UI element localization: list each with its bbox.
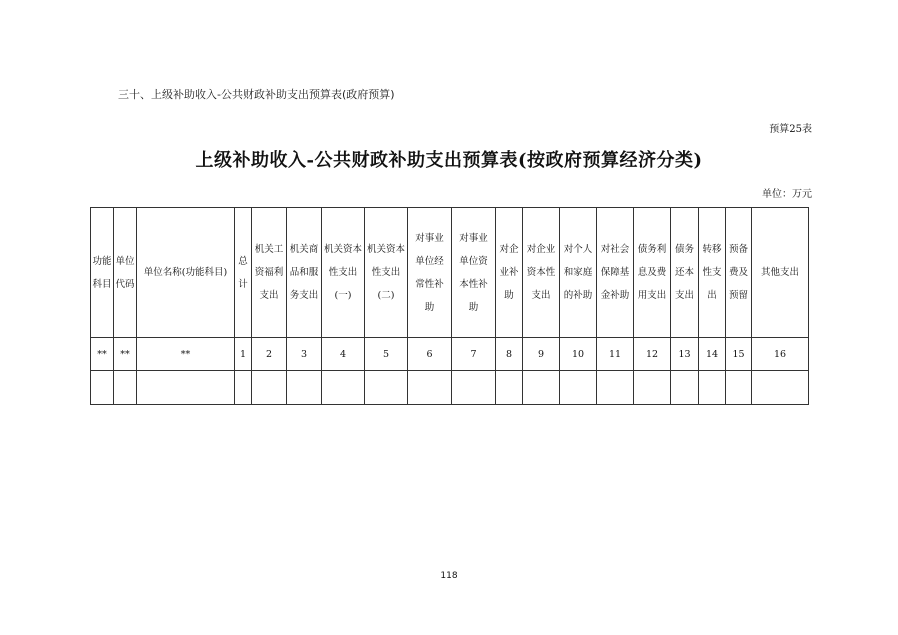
table-cell — [452, 371, 496, 405]
header-other: 其他支出 — [752, 208, 809, 338]
page-title: 上级补助收入-公共财政补助支出预算表(按政府预算经济分类) — [195, 150, 703, 171]
table-cell — [726, 371, 752, 405]
index-cell: 4 — [322, 338, 365, 371]
table-cell — [634, 371, 671, 405]
table-cell — [322, 371, 365, 405]
table-cell — [560, 371, 597, 405]
table-cell — [597, 371, 634, 405]
table-cell — [699, 371, 726, 405]
header-institution-recurrent: 对事业 单位经 常性补 助 — [408, 208, 452, 338]
index-cell: 16 — [752, 338, 809, 371]
index-cell: ** — [91, 338, 114, 371]
index-cell: 1 — [235, 338, 252, 371]
table-cell — [287, 371, 322, 405]
table-cell — [752, 371, 809, 405]
table-cell — [671, 371, 699, 405]
index-cell: 9 — [523, 338, 560, 371]
table-number: 预算25表 — [769, 124, 812, 135]
section-title: 三十、上级补助收入-公共财政补助支出预算表(政府预算) — [118, 88, 395, 101]
header-institution-capital: 对事业 单位资 本性补 助 — [452, 208, 496, 338]
header-row — [91, 208, 809, 338]
header-goods-services: 机关商 品和服 务支出 — [287, 208, 322, 338]
unit-label: 单位：万元 — [762, 189, 812, 200]
table-cell — [365, 371, 408, 405]
index-cell: 15 — [726, 338, 752, 371]
header-total: 总 计 — [235, 208, 252, 338]
empty-data-row — [91, 371, 809, 405]
table-cell — [114, 371, 137, 405]
budget-table — [90, 207, 809, 405]
header-unit-name: 单位名称(功能科目) — [137, 208, 235, 338]
header-capital-2: 机关资本 性支出 (二) — [365, 208, 408, 338]
table-cell — [496, 371, 523, 405]
header-debt-interest: 债务利 息及费 用支出 — [634, 208, 671, 338]
index-row — [91, 338, 809, 371]
table-cell — [235, 371, 252, 405]
index-cell: 8 — [496, 338, 523, 371]
header-reserve: 预备 费及 预留 — [726, 208, 752, 338]
index-cell: 13 — [671, 338, 699, 371]
header-unit-code: 单位 代码 — [114, 208, 137, 338]
header-capital-1: 机关资本 性支出 (一) — [322, 208, 365, 338]
index-cell: 3 — [287, 338, 322, 371]
table-cell — [408, 371, 452, 405]
index-cell: 6 — [408, 338, 452, 371]
index-cell: 11 — [597, 338, 634, 371]
index-cell: ** — [114, 338, 137, 371]
header-debt-principal: 债务 还本 支出 — [671, 208, 699, 338]
index-cell: 14 — [699, 338, 726, 371]
header-enterprise-capital: 对企业 资本性 支出 — [523, 208, 560, 338]
header-enterprise-subsidy: 对企 业补 助 — [496, 208, 523, 338]
index-cell: 10 — [560, 338, 597, 371]
index-cell: 12 — [634, 338, 671, 371]
table-cell — [91, 371, 114, 405]
header-function-subject: 功能 科目 — [91, 208, 114, 338]
page-number: 118 — [440, 571, 458, 581]
table-cell — [137, 371, 235, 405]
header-social-security: 对社会 保障基 金补助 — [597, 208, 634, 338]
index-cell: 5 — [365, 338, 408, 371]
index-cell: ** — [137, 338, 235, 371]
table-cell — [523, 371, 560, 405]
table-cell — [252, 371, 287, 405]
header-household-subsidy: 对个人 和家庭 的补助 — [560, 208, 597, 338]
header-transfer: 转移 性支 出 — [699, 208, 726, 338]
header-salary-welfare: 机关工 资福利 支出 — [252, 208, 287, 338]
index-cell: 7 — [452, 338, 496, 371]
index-cell: 2 — [252, 338, 287, 371]
